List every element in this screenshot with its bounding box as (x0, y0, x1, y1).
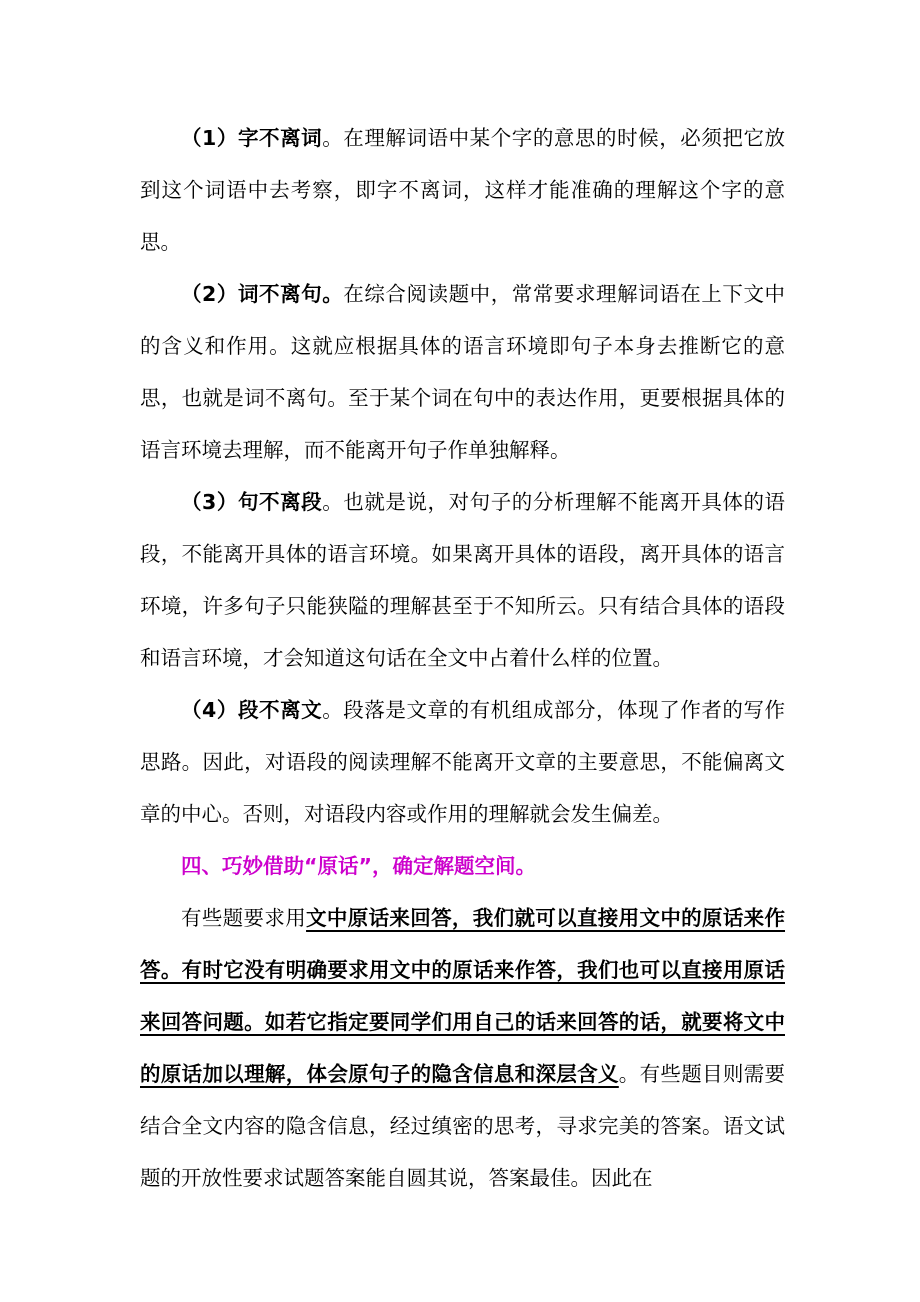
paragraph-3-text: 。也就是说，对句子的分析理解不能离开具体的语段，不能离开具体的语言环境。如果离开具体的语段，离开具体的语言环境，许多句子只能狭隘的理解甚至于不知所云。只有结合具体的语段和语言环境，才会知道这句话在全文中占着什么样的位置。 (140, 490, 786, 670)
paragraph-2-text: 在综合阅读题中，常常要求理解词语在上下文中的含义和作用。这就应根据具体的语言环境即句子本身去推断它的意思，也就是词不离句。至于某个词在句中的表达作用，更要根据具体的语言环境去理解，而不能离开句子作单独解释。 (140, 282, 786, 462)
paragraph-3 (140, 476, 785, 684)
paragraph-4-lead: （4）段不离文 (181, 698, 323, 722)
section-heading: 四、巧妙借助“原话”，确定解题空间。 (181, 854, 536, 878)
document-body (140, 112, 785, 1204)
paragraph-4-text: 。段落是文章的有机组成部分，体现了作者的写作思路。因此，对语段的阅读理解不能离开文章的主要意思，不能偏离文章的中心。否则，对语段内容或作用的理解就会发生偏差。 (140, 698, 786, 826)
paragraph-2-lead: （2）词不离句。 (181, 282, 344, 306)
paragraph-2 (140, 268, 785, 476)
paragraph-5-before: 有些题要求用 (181, 906, 307, 930)
paragraph-5-underlined: 文中原话来回答，我们就可以直接用文中的原话来作答。有时它没有明确要求用文中的原话来作答，我们也可以直接用原话来回答问题。如若它指定要同学们用自己的话来回答的话，就要将文中的原话加以理解，体会原句子的隐含信息和深层含义 (140, 906, 786, 1086)
paragraph-5 (140, 892, 785, 1204)
paragraph-3-lead: （3）句不离段 (181, 490, 323, 514)
paragraph-4 (140, 684, 785, 840)
paragraph-1 (140, 112, 785, 268)
paragraph-1-text: 。在理解词语中某个字的意思的时候，必须把它放到这个词语中去考察，即字不离词，这样才能准确的理解这个字的意思。 (140, 126, 786, 254)
paragraph-1-lead: （1）字不离词 (181, 126, 323, 150)
paragraph-5-after: 。有些题目则需要结合全文内容的隐含信息，经过缜密的思考，寻求完美的答案。语文试题的开放性要求试题答案能自圆其说，答案最佳。因此在 (140, 1062, 786, 1190)
